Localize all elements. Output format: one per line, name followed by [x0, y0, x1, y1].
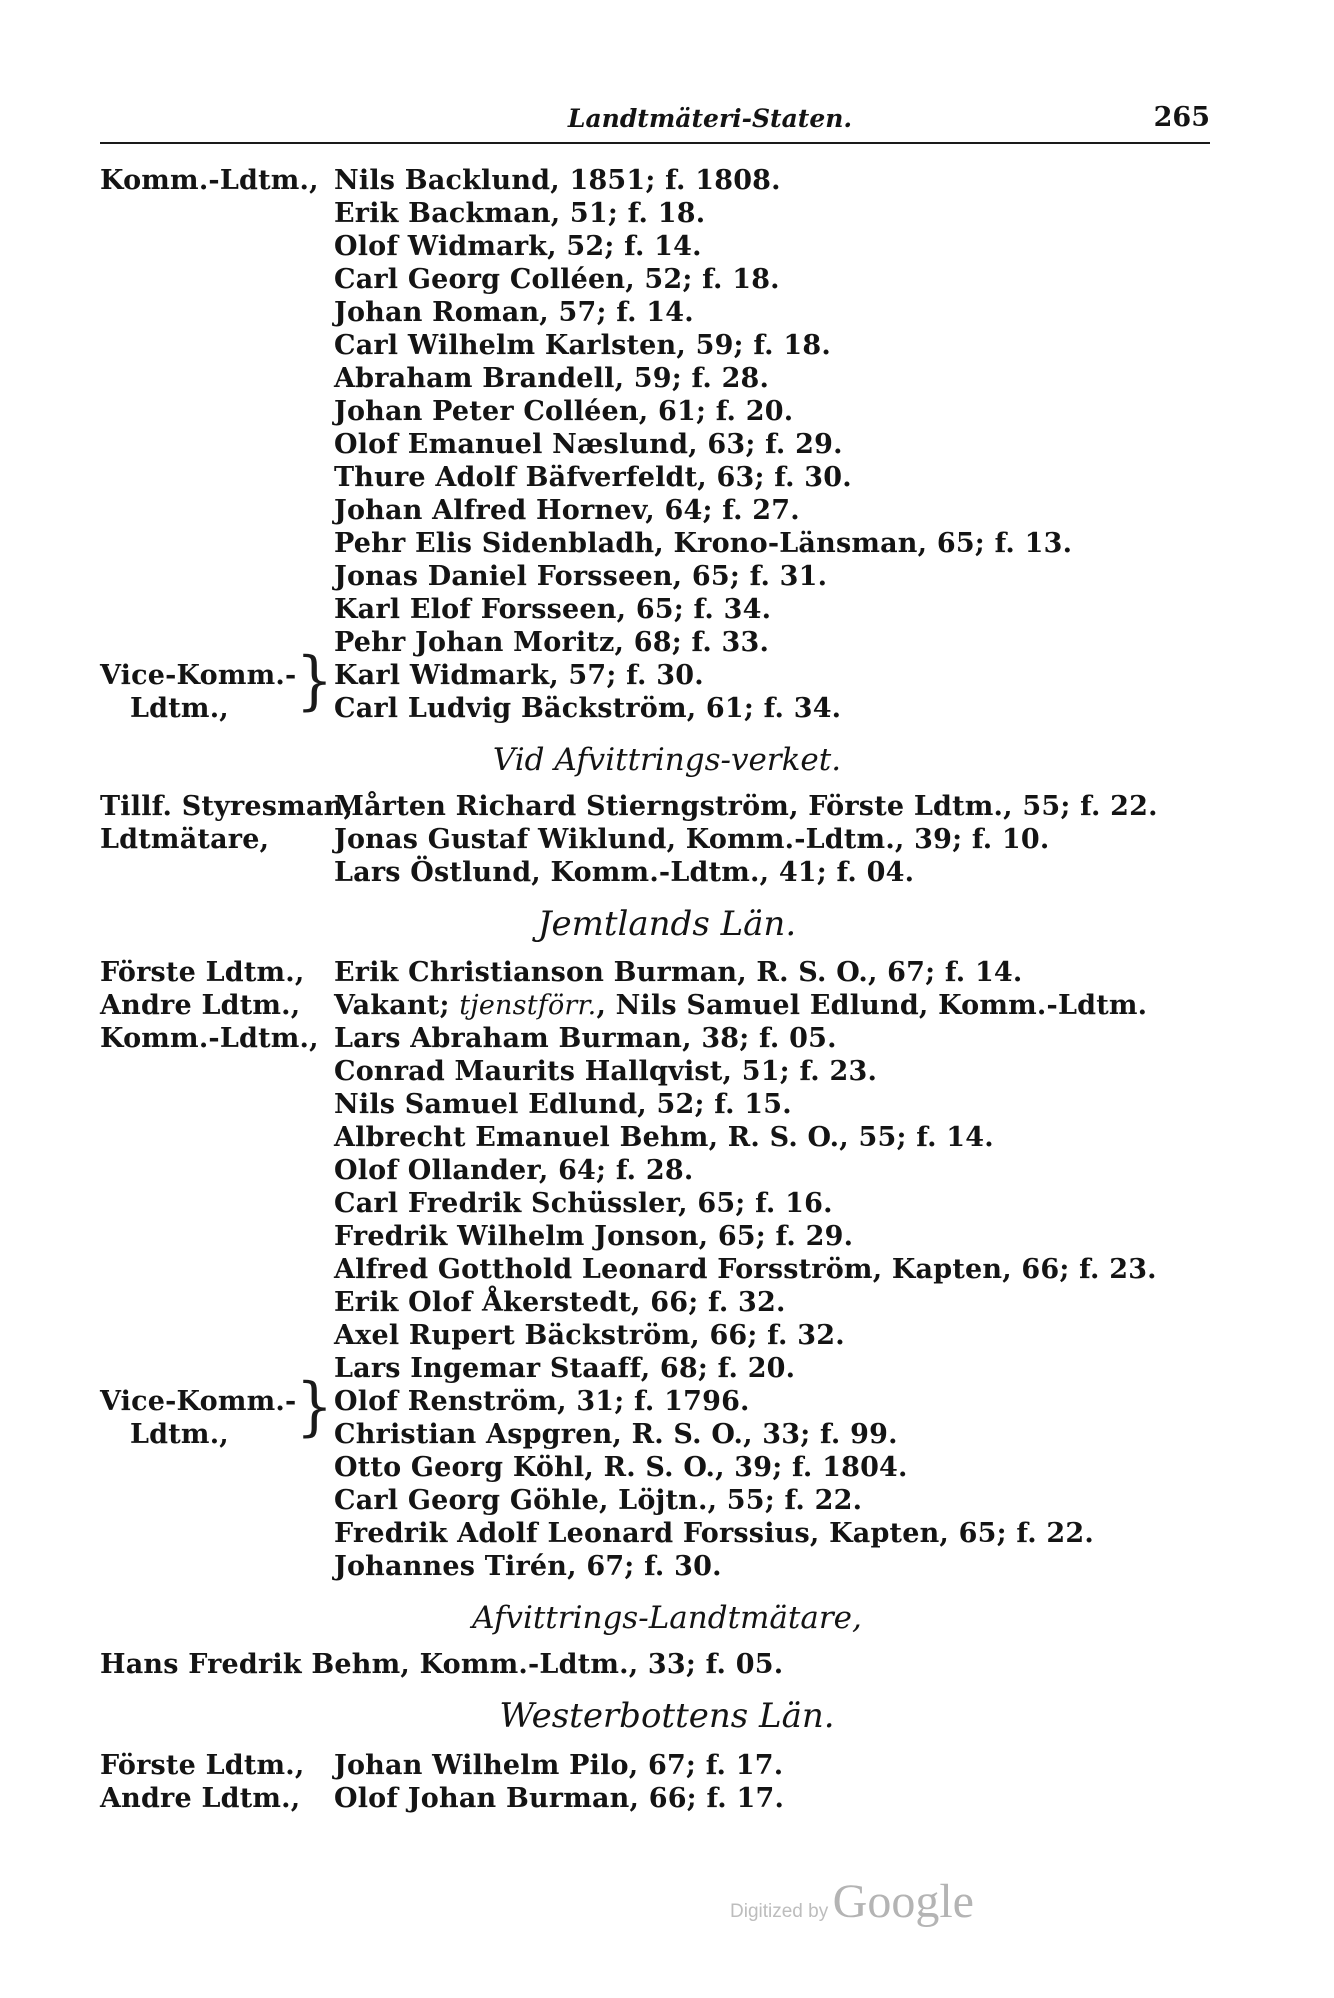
brace-mark: }: [296, 1368, 333, 1444]
list-item: Carl Georg Göhle, Löjtn., 55; f. 22.: [334, 1485, 863, 1516]
section-heading: Jemtlands Län.: [537, 904, 797, 944]
list-item: Erik Christianson Burman, R. S. O., 67; f. 14.: [334, 957, 1023, 988]
brace-mark: }: [296, 642, 333, 718]
digitized-watermark: [730, 1874, 974, 1934]
role-label: Tillf. Styresman,: [100, 791, 354, 822]
list-item: Pehr Elis Sidenbladh, Krono-Länsman, 65; f. 13.: [334, 528, 1073, 559]
list-item: Carl Wilhelm Karlsten, 59; f. 18.: [334, 330, 831, 361]
role-label: Ldtm.,: [130, 693, 229, 724]
list-item: Olof Johan Burman, 66; f. 17.: [334, 1783, 785, 1814]
text-run: Vakant;: [334, 990, 460, 1021]
role-label: Förste Ldtm.,: [100, 1750, 305, 1781]
list-item: Johan Wilhelm Pilo, 67; f. 17.: [334, 1750, 784, 1781]
list-item: Karl Elof Forsseen, 65; f. 34.: [334, 594, 772, 625]
list-item: Fredrik Wilhelm Jonson, 65; f. 29.: [334, 1221, 854, 1252]
running-header: [100, 100, 1210, 144]
list-item: Erik Olof Åkerstedt, 66; f. 32.: [334, 1287, 786, 1318]
list-item: Otto Georg Köhl, R. S. O., 39; f. 1804.: [334, 1452, 908, 1483]
google-logo: Google: [832, 1875, 974, 1928]
list-item: Johannes Tirén, 67; f. 30.: [334, 1551, 722, 1582]
list-item: Johan Peter Colléen, 61; f. 20.: [334, 396, 794, 427]
list-item: Johan Alfred Hornev, 64; f. 27.: [334, 495, 800, 526]
list-item: Karl Widmark, 57; f. 30.: [334, 660, 704, 691]
role-label: Ldtmätare,: [100, 824, 270, 855]
section-heading: Vid Afvittrings-verket.: [492, 742, 842, 778]
list-item: Johan Roman, 57; f. 14.: [334, 297, 694, 328]
list-item: Carl Georg Colléen, 52; f. 18.: [334, 264, 780, 295]
list-item: Albrecht Emanuel Behm, R. S. O., 55; f. 14.: [334, 1122, 994, 1153]
list-item: Carl Ludvig Bäckström, 61; f. 34.: [334, 693, 842, 724]
list-item: Olof Widmark, 52; f. 14.: [334, 231, 702, 262]
role-label: Komm.-Ldtm.,: [100, 1023, 319, 1054]
role-label: Vice-Komm.-: [100, 1386, 297, 1417]
list-item: Nils Samuel Edlund, 52; f. 15.: [334, 1089, 792, 1120]
list-item: Christian Aspgren, R. S. O., 33; f. 99.: [334, 1419, 898, 1450]
list-item: Nils Backlund, 1851; f. 1808.: [334, 165, 781, 196]
list-item: Lars Ingemar Staaff, 68; f. 20.: [334, 1353, 796, 1384]
section-heading: Afvittrings-Landtmätare,: [472, 1600, 862, 1636]
role-label: Ldtm.,: [130, 1419, 229, 1450]
list-item: Alfred Gotthold Leonard Forsström, Kapten, 66; f. 23.: [334, 1254, 1157, 1285]
list-item: Lars Abraham Burman, 38; f. 05.: [334, 1023, 837, 1054]
list-item: Erik Backman, 51; f. 18.: [334, 198, 706, 229]
list-item: Jonas Gustaf Wiklund, Komm.-Ldtm., 39; f. 10.: [334, 824, 1050, 855]
role-label: Komm.-Ldtm.,: [100, 165, 319, 196]
list-item: Pehr Johan Moritz, 68; f. 33.: [334, 627, 770, 658]
list-item: Olof Renström, 31; f. 1796.: [334, 1386, 750, 1417]
page-number: 265: [1153, 102, 1210, 133]
header-rule: [100, 142, 1210, 144]
text-run: , Nils Samuel Edlund, Komm.-Ldtm.: [596, 990, 1148, 1021]
list-item: Carl Fredrik Schüssler, 65; f. 16.: [334, 1188, 833, 1219]
text-run-italic: tjenstförr.: [459, 990, 597, 1021]
list-item: Mårten Richard Stierngström, Förste Ldtm., 55; f. 22.: [334, 791, 1158, 822]
role-label: Vice-Komm.-: [100, 660, 297, 691]
digitized-by-text: Digitized by: [730, 1901, 829, 1922]
list-item: Axel Rupert Bäckström, 66; f. 32.: [334, 1320, 845, 1351]
list-item: [334, 989, 1147, 1022]
running-title: Landtmäteri-Staten.: [567, 104, 853, 133]
list-item: Olof Emanuel Næslund, 63; f. 29.: [334, 429, 843, 460]
list-item: Hans Fredrik Behm, Komm.-Ldtm., 33; f. 05.: [100, 1649, 784, 1680]
section-heading: Westerbottens Län.: [499, 1696, 835, 1736]
list-item: Thure Adolf Bäfverfeldt, 63; f. 30.: [334, 462, 852, 493]
list-item: Fredrik Adolf Leonard Forssius, Kapten, 65; f. 22.: [334, 1518, 1094, 1549]
role-label: Andre Ldtm.,: [100, 1783, 301, 1814]
list-item: Abraham Brandell, 59; f. 28.: [334, 363, 770, 394]
role-label: Andre Ldtm.,: [100, 990, 301, 1021]
list-item: Olof Ollander, 64; f. 28.: [334, 1155, 694, 1186]
list-item: Jonas Daniel Forsseen, 65; f. 31.: [334, 561, 828, 592]
list-item: Conrad Maurits Hallqvist, 51; f. 23.: [334, 1056, 878, 1087]
list-item: Lars Östlund, Komm.-Ldtm., 41; f. 04.: [334, 857, 915, 888]
role-label: Förste Ldtm.,: [100, 957, 305, 988]
